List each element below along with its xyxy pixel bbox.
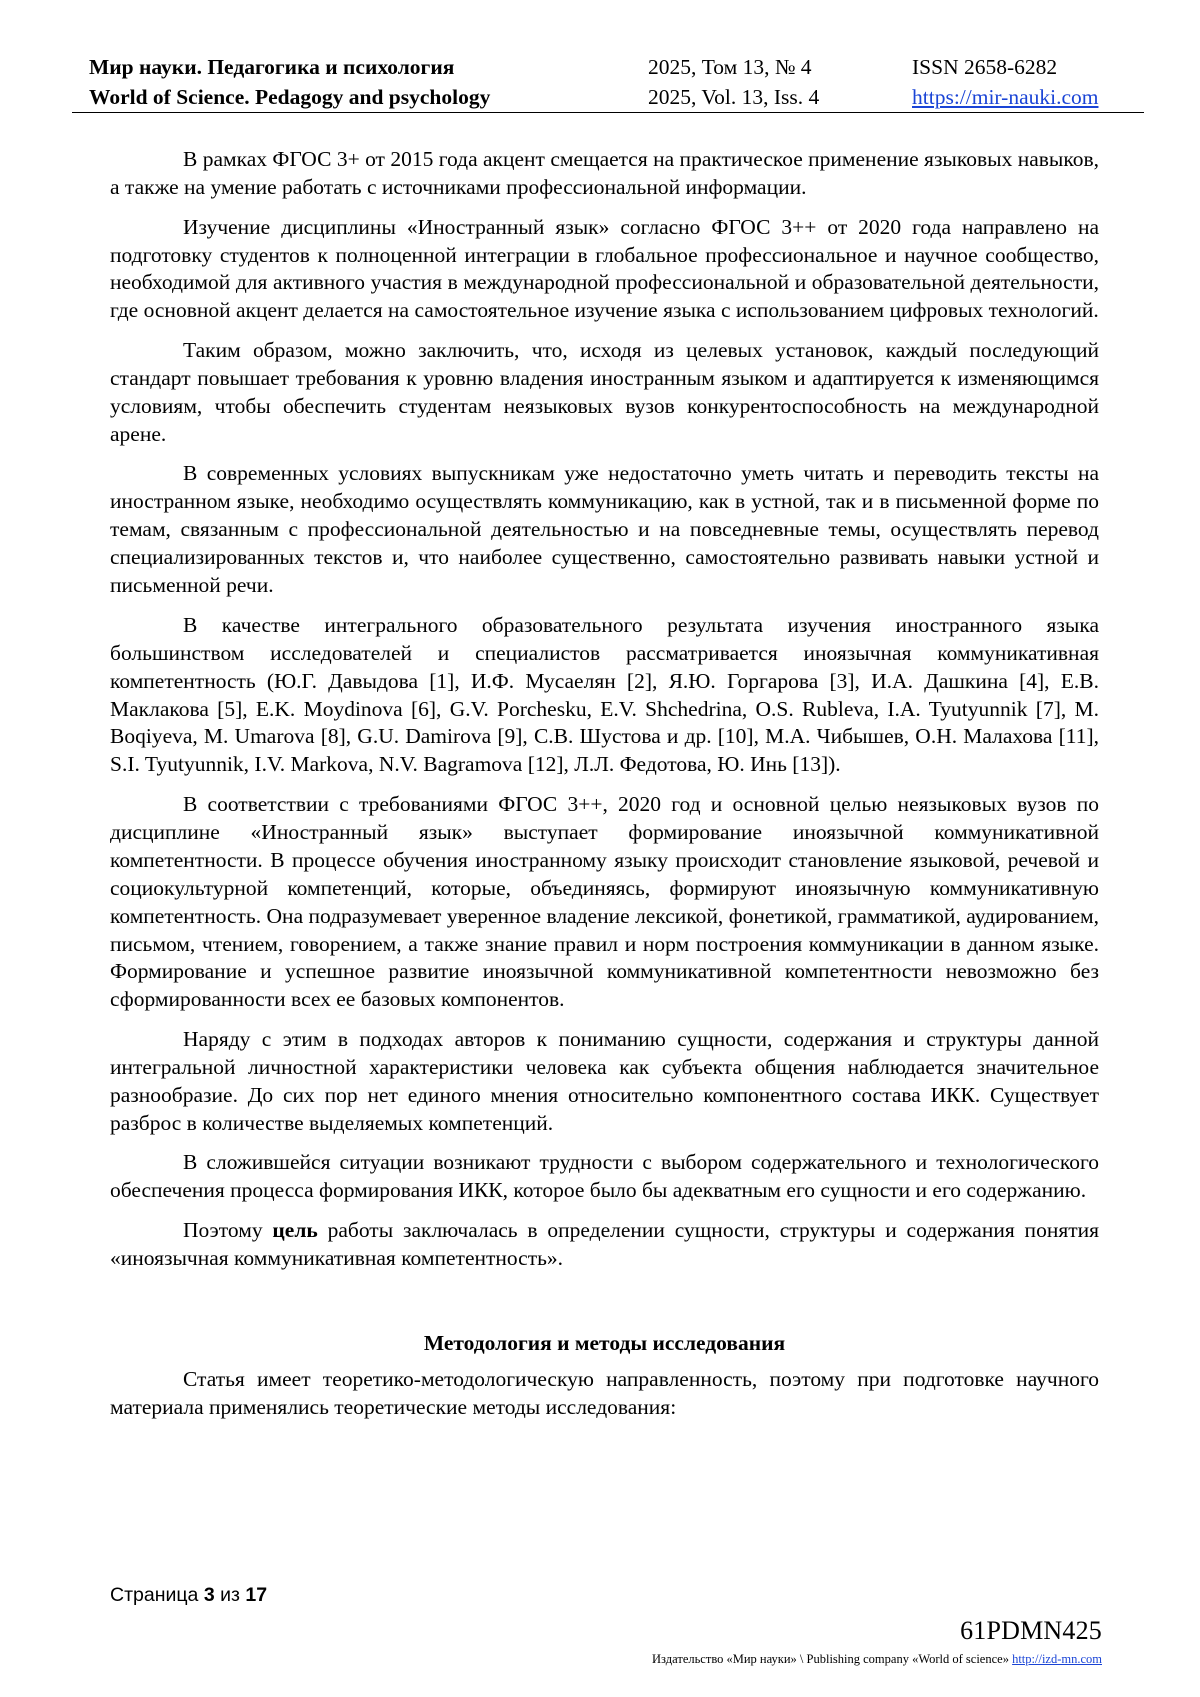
goal-keyword: цель <box>272 1218 318 1243</box>
running-header <box>72 52 1144 113</box>
goal-paragraph <box>110 1217 1099 1273</box>
paragraph: В соответствии с требованиями ФГОС 3++, 2020 год и основной целью неязыковых вузов по дисциплине «Иностранный язык» выступает формирование иноязычной коммуникативной компетентности. В процессе обучения иностранному языку происходит становление языковой, речевой и социокультурной компетенций, которые, объединяясь, формируют иноязычную коммуникативную компетентность. Она подразумевает уверенное владение лексикой, фонетикой, грамматикой, аудированием, письмом, чтением, говорением, а также знание правил и норм построения коммуникации в данном языке. Формирование и успешное развитие иноязычной коммуникативной компетентности невозможно без сформированности всех ее базовых компонентов. <box>110 792 1099 1012</box>
journal-title-ru: Мир науки. Педагогика и психология <box>89 55 455 79</box>
page-current: 3 <box>203 1584 215 1606</box>
paragraph: В качестве интегрального образовательного результата изучения иностранного языка большинством исследователей и специалистов рассматривается иноязычная коммуникативная компетентность (Ю.Г. Давыдова [1], И.Ф. Мусаелян [2], Я.Ю. Горгарова [3], И.А. Дашкина [4], Е.В. Маклакова [5], E.K. Moydinova [6], G.V. Porchesku, E.V. Shchedrina, O.S. Rubleva, I.A. Tyutyunnik [7], M. Boqiyeva, M. Umarova [8], G.U. Damirova [9], С.В. Шустова и др. [10], М.А. Чибышев, О.Н. Малахова [11], S.I. Tyutyunnik, I.V. Markova, N.V. Bagramova [12], Л.Л. Федотова, Ю. Инь [13]). <box>110 612 1099 777</box>
journal-meta <box>912 52 1098 112</box>
goal-text-before: Поэтому <box>183 1218 273 1243</box>
issn: ISSN 2658-6282 <box>912 55 1058 79</box>
journal-title <box>89 52 490 112</box>
section-heading: Методология и методы исследования <box>423 1330 786 1355</box>
publisher-link[interactable]: http://izd-mn.com <box>1012 1652 1102 1666</box>
goal-text-after: работы заключалась в определении сущности, структуры и содержания понятия «иноязычная коммуникативная компетентность». <box>110 1218 1100 1270</box>
paragraph: В рамках ФГОС 3+ от 2015 года акцент смещается на практическое применение языковых навыков, а также на умение работать с источниками профессиональной информации. <box>110 147 1099 199</box>
page-number <box>110 1584 267 1607</box>
paragraph: Изучение дисциплины «Иностранный язык» согласно ФГОС 3++ от 2020 года направлено на подготовку студентов к полноценной интеграции в глобальное профессиональное и научное сообщество, необходимой для активного участия в международной профессиональной и образовательной деятельности, где основной акцент делается на самостоятельное изучение языка с использованием цифровых технологий. <box>110 214 1099 323</box>
page-of: из <box>220 1584 240 1606</box>
paragraph: Наряду с этим в подходах авторов к пониманию сущности, содержания и структуры данной интегральной личностной характеристики человека как субъекта общения наблюдается значительное разнообразие. До сих пор нет единого мнения относительно компонентного состава ИКК. Существует разброс в количестве выделяемых компетенций. <box>110 1027 1099 1135</box>
publisher-line <box>652 1652 1102 1667</box>
page-total: 17 <box>245 1584 268 1606</box>
article-body <box>110 146 1099 1433</box>
paragraph: Таким образом, можно заключить, что, исходя из целевых установок, каждый последующий стандарт повышает требования к уровню владения иностранным языком и адаптируется к изменяющимся условиям, чтобы обеспечить студентам неязыковых вузов конкурентоспособность на международной арене. <box>110 338 1099 446</box>
issue-ru: 2025, Том 13, № 4 <box>648 55 812 79</box>
page-word: Страница <box>110 1584 199 1606</box>
journal-title-en: World of Science. Pedagogy and psychology <box>89 85 491 109</box>
paragraph: В сложившейся ситуации возникают трудности с выбором содержательного и технологического обеспечения процесса формирования ИКК, которое было бы адекватным его сущности и его содержанию. <box>110 1150 1099 1203</box>
publisher-text: Издательство «Мир науки» \ Publishing company «World of science» <box>652 1652 1009 1666</box>
section-paragraph: Статья имеет теоретико-методологическую направленность, поэтому при подготовке научного материала применялись теоретические методы исследования: <box>110 1366 1099 1419</box>
article-code: 61PDMN425 <box>960 1616 1102 1645</box>
issue-en: 2025, Vol. 13, Iss. 4 <box>648 85 820 109</box>
paragraph: В современных условиях выпускникам уже недостаточно уметь читать и переводить тексты на иностранном языке, необходимо осуществлять коммуникацию, как в устной, так и в письменной форме по темам, связанным с профессиональной деятельностью и на повседневные темы, осуществлять перевод специализированных текстов и, что наиболее существенно, самостоятельно развивать навыки устной и письменной речи. <box>110 461 1099 598</box>
issue-info <box>648 52 819 112</box>
journal-site-link[interactable]: https://mir-nauki.com <box>912 85 1099 109</box>
